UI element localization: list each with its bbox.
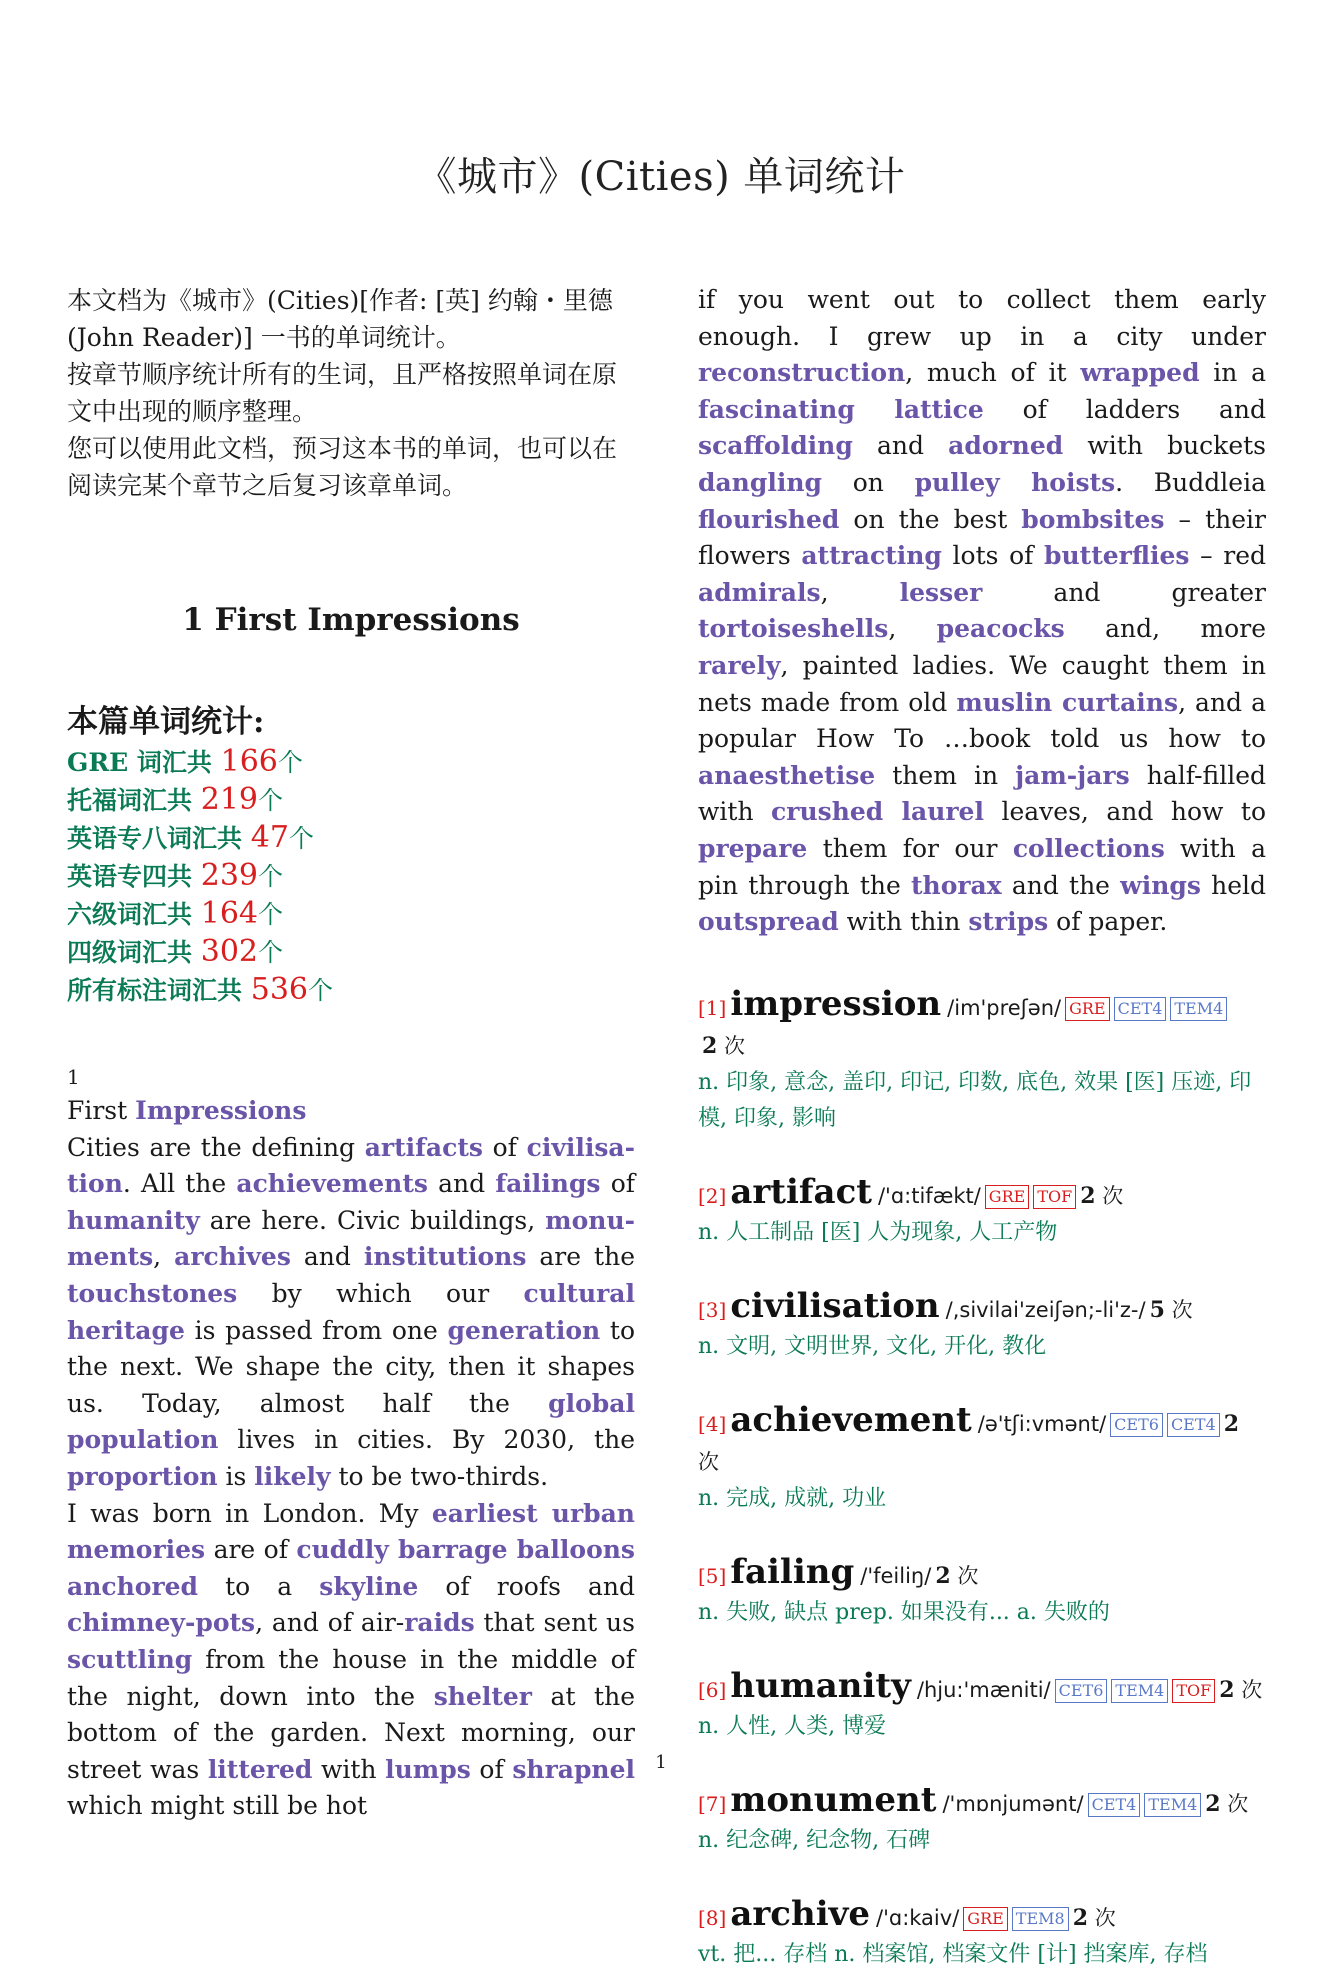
entry-index: [1]	[698, 995, 727, 1020]
stat-row	[67, 971, 635, 1009]
passage-text: , much of it	[905, 358, 1081, 388]
passage-text: ,	[153, 1242, 175, 1272]
passage-text: of	[482, 1132, 527, 1162]
intro	[67, 282, 635, 504]
entry-count-unit: 次	[1241, 1677, 1263, 1702]
intro-line: 按章节顺序统计所有的生词，且严格按照单词在原文中出现的顺序整理。	[67, 360, 618, 426]
vocab-word: humanity	[67, 1205, 200, 1235]
entry-count-number: 2	[1219, 1676, 1235, 1703]
vocab-entry	[698, 1401, 1266, 1517]
exam-tag-cet4: CET4	[1088, 1793, 1141, 1817]
passage-text: and, more	[1064, 614, 1266, 644]
exam-tag-cet4: CET4	[1114, 997, 1167, 1021]
vocab-word: fascinating lattice	[698, 394, 984, 424]
entry-index: [6]	[698, 1677, 727, 1702]
entry-phonetic: /im'preʃən/	[947, 995, 1062, 1020]
entry-word: civilisation	[730, 1285, 940, 1326]
entry-count	[702, 1034, 745, 1058]
vocab-entry	[698, 985, 1266, 1137]
intro-line: 您可以使用此文档，预习这本书的单词，也可以在阅读完某个章节之后复习该章单词。	[67, 434, 618, 500]
stat-count: 219	[200, 782, 258, 817]
entry-count-unit: 次	[957, 1563, 979, 1588]
stat-unit: 个	[258, 900, 284, 929]
passage-text: of paper.	[1048, 907, 1168, 937]
stat-row	[67, 743, 635, 781]
vocab-word: anaesthetise	[698, 760, 876, 790]
vocab-word: admirals	[698, 577, 821, 607]
vocab-word: wrapped	[1080, 358, 1200, 388]
stat-label: 六级词汇共	[67, 900, 193, 929]
passage-text: – red	[1189, 541, 1266, 571]
passage-text: with a pin through the	[698, 833, 1266, 900]
stat-row	[67, 819, 635, 857]
entry-phonetic: /,sivilai'zeiʃən;-li'z-/	[945, 1297, 1146, 1322]
vocab-word: institutions	[363, 1242, 527, 1272]
passage-text: ,	[820, 577, 900, 607]
stat-count: 47	[250, 820, 289, 855]
stats-list	[67, 743, 635, 1009]
vocab-word: raids	[404, 1608, 475, 1638]
passage-text: held	[1200, 870, 1267, 900]
entry-phonetic: /hju:'mæniti/	[916, 1677, 1051, 1702]
stat-unit: 个	[288, 824, 314, 853]
vocab-word: collections	[1012, 833, 1165, 863]
stat-unit: 个	[258, 786, 284, 815]
right-column	[698, 282, 1266, 1973]
entry-count	[935, 1564, 978, 1588]
passage-text: if you went out to collect them early enough. I grew up in a city under	[698, 285, 1266, 351]
entry-count	[1073, 1906, 1116, 1930]
entry-word: humanity	[730, 1665, 911, 1706]
vocab-entry	[698, 1553, 1266, 1631]
entry-header	[698, 1287, 1266, 1329]
passage-text: lives in cities. By 2030, the	[218, 1425, 635, 1455]
vocab-word: archives	[174, 1242, 291, 1272]
entry-count	[1150, 1298, 1193, 1322]
passage-text: to be two-thirds.	[330, 1461, 549, 1491]
vocab-word: lumps	[385, 1754, 471, 1784]
stats-heading: 本篇单词统计:	[67, 704, 265, 740]
passage-text: and greater	[982, 577, 1266, 607]
entry-count	[1080, 1184, 1123, 1208]
passage-text: and	[290, 1242, 364, 1272]
vocab-word: shelter	[433, 1681, 532, 1711]
section-number: 1	[67, 1065, 80, 1089]
entry-word: monument	[730, 1779, 937, 1820]
entry-phonetic: /'ɑ:kaiv/	[876, 1905, 960, 1930]
vocab-word: monu-ments	[67, 1205, 635, 1272]
entry-definition: n. 印象, 意念, 盖印, 印记, 印数, 底色, 效果 [医] 压迹, 印模, 印象, 影响	[698, 1069, 1252, 1131]
passage-text: are of	[205, 1535, 297, 1565]
stat-label: 四级词汇共	[67, 938, 193, 967]
passage-text: leaves, and how to	[983, 797, 1267, 827]
passage-text: of roofs and	[418, 1571, 635, 1601]
entry-count-unit: 次	[1102, 1183, 1124, 1208]
passage-text: , and of air-	[255, 1608, 405, 1638]
vocab-entry	[698, 1667, 1266, 1745]
stat-unit: 个	[277, 748, 303, 777]
entry-index: [5]	[698, 1563, 727, 1588]
passage-text: and	[852, 431, 949, 461]
entry-definition: n. 纪念碑, 纪念物, 石碑	[698, 1827, 931, 1853]
passage-paragraph	[67, 1130, 635, 1496]
vocab-word: generation	[447, 1315, 601, 1345]
passage-text: at the bottom of the garden. Next morning, our street was	[67, 1681, 636, 1784]
passage-right	[698, 282, 1266, 941]
exam-tag-tem4: TEM4	[1170, 997, 1227, 1021]
left-column	[67, 282, 635, 1825]
vocab-entry	[698, 1895, 1266, 1973]
passage-text: and	[427, 1169, 496, 1199]
stat-label: 所有标注词汇共	[67, 976, 243, 1005]
entry-word: artifact	[730, 1171, 872, 1212]
passage-left	[67, 1130, 635, 1825]
entry-index: [8]	[698, 1905, 727, 1930]
vocab-word: cultural heritage	[67, 1278, 635, 1345]
entry-count-unit: 次	[1094, 1905, 1116, 1930]
exam-tag-tof: TOF	[1033, 1185, 1076, 1209]
entry-header	[698, 1781, 1266, 1823]
entry-index: [3]	[698, 1297, 727, 1322]
vocab-word: attracting	[801, 541, 942, 571]
passage-text: ,	[888, 614, 937, 644]
vocab-word: earliest urban memories	[67, 1498, 635, 1565]
entry-count-number: 2	[1072, 1904, 1089, 1931]
passage-text: to the next. We shape the city, then it shapes us. Today, almost half the	[67, 1315, 635, 1418]
section-title	[67, 1093, 635, 1130]
entry-count-unit: 次	[1171, 1297, 1193, 1322]
stat-row	[67, 933, 635, 971]
section-title-word: Impressions	[135, 1096, 307, 1125]
entry-index: [2]	[698, 1183, 727, 1208]
stat-count: 302	[200, 934, 258, 969]
stat-label: 托福词汇共	[67, 786, 193, 815]
vocab-word: chimney-pots	[67, 1608, 256, 1638]
vocab-word: thorax	[910, 870, 1002, 900]
stat-label: GRE 词汇共	[67, 748, 212, 777]
vocab-word: outspread	[698, 907, 839, 937]
entry-count-number: 2	[1080, 1182, 1096, 1209]
entry-definition: n. 文明, 文明世界, 文化, 开化, 教化	[698, 1333, 1047, 1359]
exam-tag-tem4: TEM4	[1144, 1793, 1201, 1817]
passage-text: and the	[1001, 870, 1121, 900]
exam-tag-cet4: CET4	[1167, 1413, 1220, 1437]
stat-count: 239	[200, 858, 258, 893]
entry-word: impression	[730, 983, 942, 1024]
passage-text: . Buddleia	[1115, 467, 1266, 497]
passage-text: that sent us	[474, 1608, 635, 1638]
passage-text: with thin	[838, 907, 969, 937]
entry-count-unit: 次	[698, 1449, 719, 1474]
stat-count: 164	[200, 896, 258, 931]
passage-text: , painted ladies. We caught them in nets made from old	[698, 650, 1266, 717]
vocab-word: muslin curtains	[956, 687, 1179, 717]
entry-index: [4]	[698, 1411, 727, 1436]
vocab-word: civilisa-tion	[67, 1132, 635, 1199]
passage-text: – their flowers	[698, 504, 1266, 571]
passage-text: are the	[526, 1242, 635, 1272]
entry-header	[698, 985, 1266, 1065]
entry-header	[698, 1667, 1266, 1709]
vocab-word: peacocks	[936, 614, 1065, 644]
vocab-word: skyline	[319, 1571, 419, 1601]
exam-tag-tem4: TEM4	[1111, 1679, 1168, 1703]
vocab-word: achievements	[236, 1169, 428, 1199]
vocab-word: proportion	[67, 1461, 218, 1491]
entry-phonetic: /'feiliŋ/	[860, 1563, 932, 1588]
entry-count-number: 2	[1223, 1410, 1240, 1437]
entry-header	[698, 1895, 1266, 1937]
passage-text: I was born in London. My	[67, 1498, 432, 1528]
section-title-plain: First	[67, 1096, 128, 1125]
vocab-word: lesser	[899, 577, 983, 607]
vocab-word: strips	[968, 907, 1049, 937]
entry-count-unit: 次	[1227, 1791, 1249, 1816]
entry-count-number: 5	[1149, 1296, 1165, 1323]
passage-text: them in	[875, 760, 1016, 790]
vocab-word: dangling	[698, 467, 822, 497]
passage-text: is	[217, 1461, 255, 1491]
vocab-word: artifacts	[364, 1132, 483, 1162]
vocab-word: crushed laurel	[771, 797, 984, 827]
stat-row	[67, 857, 635, 895]
stat-row	[67, 781, 635, 819]
vocab-word: touchstones	[67, 1278, 238, 1308]
vocab-word: butterflies	[1044, 541, 1190, 571]
stat-count: 536	[250, 972, 308, 1007]
passage-text: is passed from one	[184, 1315, 448, 1345]
vocab-word: jam-jars	[1015, 760, 1130, 790]
passage-text: them for our	[807, 833, 1013, 863]
entry-word: failing	[730, 1551, 855, 1592]
exam-tag-tem8: TEM8	[1012, 1907, 1069, 1931]
passage-text: Cities are the defining	[67, 1132, 365, 1162]
entry-definition: n. 完成, 成就, 功业	[698, 1485, 887, 1511]
entry-count	[1205, 1792, 1248, 1816]
vocab-word: adorned	[948, 431, 1064, 461]
vocab-word: tortoiseshells	[698, 614, 889, 644]
vocab-entry	[698, 1287, 1266, 1365]
vocab-word: bombsites	[1021, 504, 1165, 534]
passage-text: lots of	[941, 541, 1045, 571]
vocab-word: littered	[207, 1754, 313, 1784]
vocab-word: scuttling	[67, 1644, 193, 1674]
passage-text: in a	[1199, 358, 1266, 388]
passage-text: with	[312, 1754, 386, 1784]
stat-label: 英语专八词汇共	[67, 824, 243, 853]
vocab-word: wings	[1120, 870, 1201, 900]
passage-text: half-filled with	[698, 760, 1266, 827]
vocab-word: likely	[254, 1461, 331, 1491]
entry-header	[698, 1173, 1266, 1215]
entry-phonetic: /'ɑ:tifækt/	[877, 1183, 981, 1208]
stat-row	[67, 895, 635, 933]
exam-tag-cet6: CET6	[1055, 1679, 1108, 1703]
passage-text: to a	[198, 1571, 320, 1601]
entry-phonetic: /ə'tʃi:vmənt/	[977, 1411, 1107, 1436]
entry-definition: n. 失败, 缺点 prep. 如果没有... a. 失败的	[698, 1599, 1110, 1625]
vocab-word: failings	[495, 1169, 601, 1199]
passage-paragraph	[67, 1496, 635, 1825]
passage-text: . All the	[122, 1169, 237, 1199]
vocab-word: shrapnel	[512, 1754, 636, 1784]
exam-tag-cet6: CET6	[1110, 1413, 1163, 1437]
chapter-heading: 1 First Impressions	[182, 602, 520, 638]
entry-count-number: 2	[935, 1562, 951, 1589]
stat-unit: 个	[258, 938, 284, 967]
passage-text: on	[822, 467, 915, 497]
passage-text: of	[470, 1754, 513, 1784]
entry-word: achievement	[730, 1399, 972, 1440]
entry-phonetic: /'mɒnjumənt/	[942, 1791, 1084, 1816]
vocab-word: prepare	[698, 833, 808, 863]
entry-header	[698, 1553, 1266, 1595]
passage-text: of ladders and	[983, 394, 1266, 424]
stat-label: 英语专四共	[67, 862, 193, 891]
passage-text: on the best	[839, 504, 1022, 534]
entry-definition: n. 人性, 人类, 博爱	[698, 1713, 887, 1739]
vocab-word: flourished	[698, 504, 840, 534]
passage-text: are here. Civic buildings,	[199, 1205, 546, 1235]
vocab-entries	[698, 985, 1266, 1973]
entry-word: archive	[730, 1893, 871, 1934]
passage-text: which might still be hot	[67, 1791, 368, 1821]
exam-tag-gre: GRE	[985, 1185, 1030, 1209]
entry-index: [7]	[698, 1791, 727, 1816]
entry-count-number: 2	[1205, 1790, 1221, 1817]
passage-text: with buckets	[1063, 431, 1266, 461]
vocab-entry	[698, 1173, 1266, 1251]
vocab-word: pulley hoists	[914, 467, 1116, 497]
exam-tag-gre: GRE	[963, 1907, 1008, 1931]
exam-tag-tof: TOF	[1172, 1679, 1215, 1703]
entry-count-unit: 次	[724, 1033, 745, 1058]
passage-text: from the house in the middle of the night, down into the	[67, 1644, 635, 1711]
intro-line: 本文档为《城市》(Cities)[作者: [英] 约翰・里德 (John Reader)] 一书的单词统计。	[67, 286, 613, 352]
entry-count	[1219, 1678, 1262, 1702]
passage-text: by which our	[237, 1278, 524, 1308]
passage-text: , and a popular How To …book told us how to	[698, 687, 1266, 754]
vocab-word: cuddly barrage balloons anchored	[67, 1535, 636, 1601]
stat-unit: 个	[258, 862, 284, 891]
stat-count: 166	[220, 744, 278, 779]
entry-count-number: 2	[702, 1032, 718, 1059]
vocab-word: global population	[67, 1388, 635, 1455]
vocab-word: reconstruction	[698, 358, 906, 388]
passage-paragraph	[698, 282, 1266, 941]
vocab-entry	[698, 1781, 1266, 1859]
entry-definition: n. 人工制品 [医] 人为现象, 人工产物	[698, 1219, 1058, 1245]
stat-unit: 个	[308, 976, 334, 1005]
vocab-word: rarely	[698, 650, 781, 680]
entry-definition: vt. 把... 存档 n. 档案馆, 档案文件 [计] 挡案库, 存档	[698, 1941, 1208, 1967]
entry-header	[698, 1401, 1266, 1481]
exam-tag-gre: GRE	[1065, 997, 1110, 1021]
passage-text: of	[600, 1169, 635, 1199]
vocab-word: scaffolding	[698, 431, 853, 461]
document-title: 《城市》(Cities) 单词统计	[416, 154, 906, 200]
page-number: 1	[655, 1752, 667, 1773]
